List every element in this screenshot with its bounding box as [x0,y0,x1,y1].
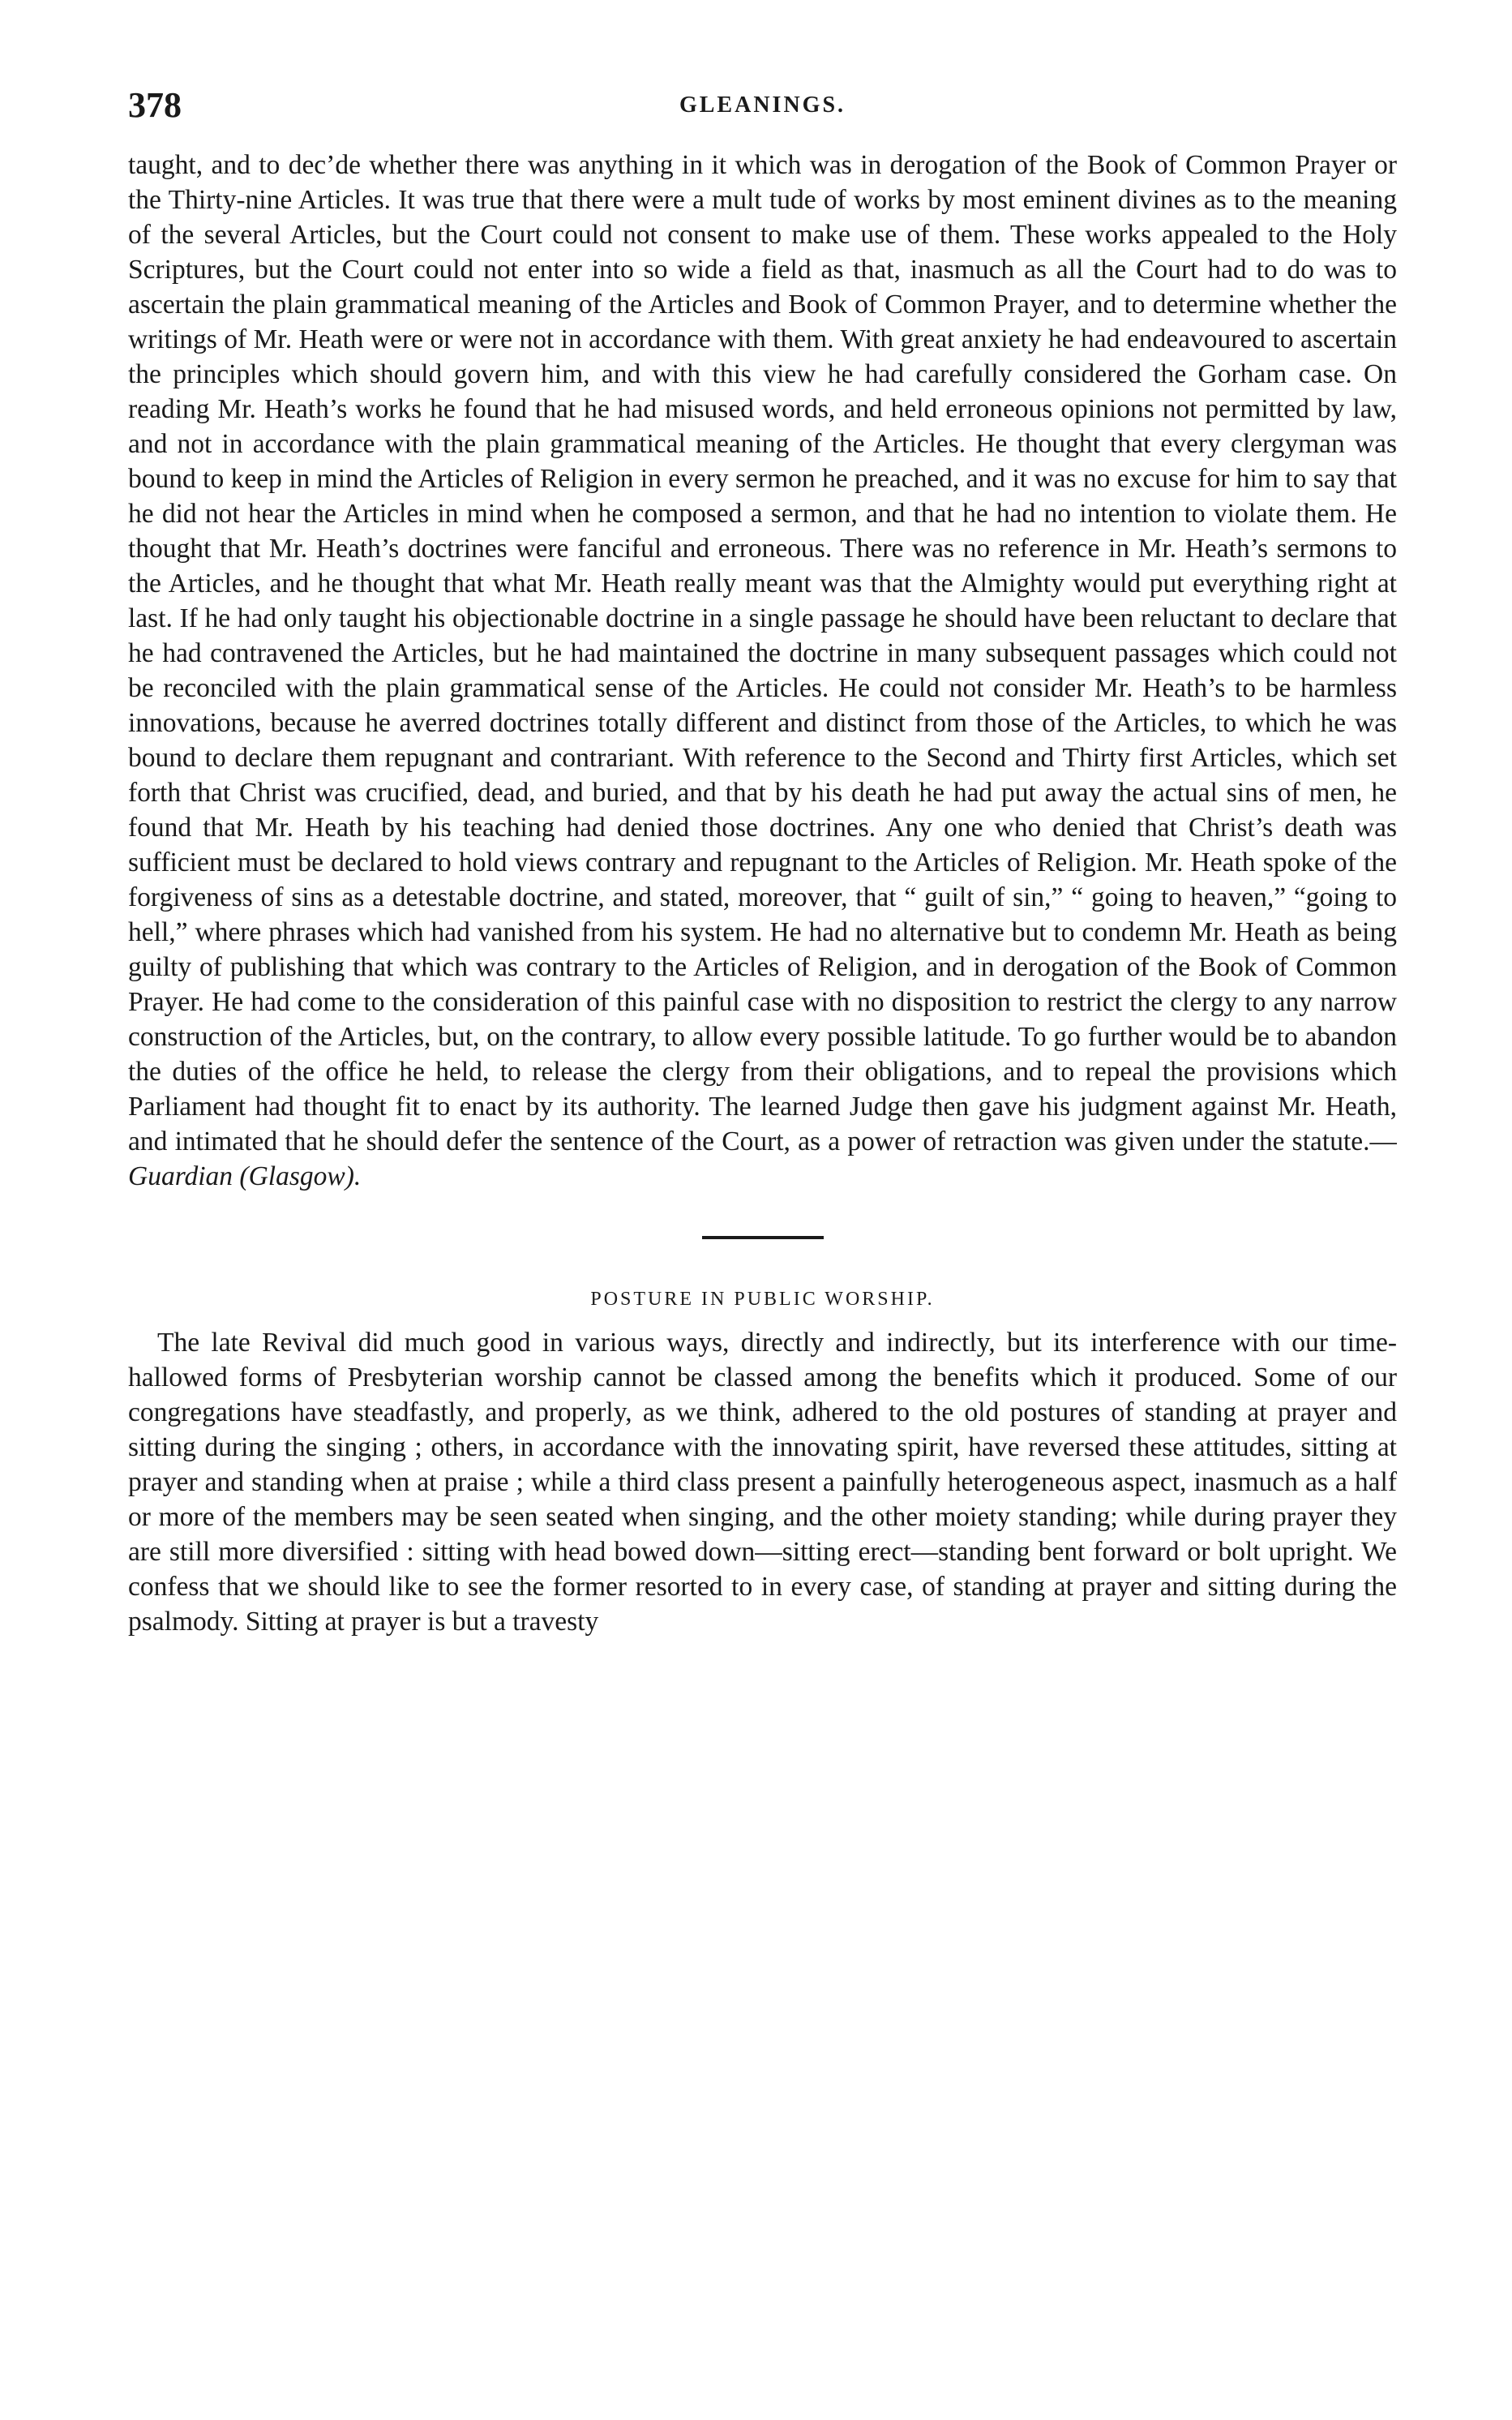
page [128,81,1397,2384]
section-heading: POSTURE IN PUBLIC WORSHIP. [590,1289,935,1310]
source-citation: Guardian (Glasgow). [128,1161,362,1191]
running-title: GLEANINGS. [679,92,846,118]
section-divider [702,1236,824,1239]
page-number: 378 [128,85,182,125]
article-judgment-text [128,148,1397,1194]
running-head [128,81,1397,130]
article-judgment-body: taught, and to dec’de whether there was anything in it which was in derogation of the Book of Common Prayer or the Thirty-nine Articles. It was true that there were a mult tude of works by most eminent divines as to the meaning of the several Articles, but the Court could not consent to make use of them. These works appealed to the Holy Scriptures, but the Court could not enter into so wide a field as that, inasmuch as all the Court had to do was to ascertain the plain grammatical meaning of the Articles and Book of Common Prayer, and to determine whether the writings of Mr. Heath were or were not in accordance with them. With great anxiety he had endeavoured to ascertain the principles which should govern him, and with this view he had carefully considered the Gorham case. On reading Mr. Heath’s works he found that he had misused words, and held erroneous opinions not permitted by law, and not in accordance with the plain grammatical meaning of the Articles. He thought that every clergyman was bound to keep in mind the Articles of Religion in every sermon he preached, and it was no excuse for him to say that he did not hear the Articles in mind when he composed a sermon, and that he had no intention to violate them. He thought that Mr. Heath’s doctrines were fanciful and erroneous. There was no reference in Mr. Heath’s sermons to the Articles, and he thought that what Mr. Heath really meant was that the Almighty would put everything right at last. If he had only taught his objectionable doctrine in a single passage he should have been reluctant to declare that he had contravened the Articles, but he had maintained the doctrine in many subsequent passages which could not be reconciled with the plain grammatical sense of the Articles. He could not consider Mr. Heath’s to be harmless innovations, because he averred doctrines totally different and distinct from those of the Articles, to which he was bound to declare them repugnant and contrariant. With reference to the Second and Thirty first Articles, which set forth that Christ was crucified, dead, and buried, and that by his death he had put away the actual sins of men, he found that Mr. Heath by his teaching had denied those doctrines. Any one who denied that Christ’s death was sufficient must be declared to hold views contrary and repugnant to the Articles of Religion. Mr. Heath spoke of the forgiveness of sins as a detestable doctrine, and stated, moreover, that “ guilt of sin,” “ going to heaven,” “going to hell,” where phrases which had vanished from his system. He had no alternative but to condemn Mr. Heath as being guilty of publishing that which was contrary to the Articles of Religion, and in derogation of the Book of Common Prayer. He had come to the consideration of this painful case with no disposition to restrict the clergy to any narrow construction of the Articles, but, on the contrary, to allow every possible latitude. To go further would be to abandon the duties of the office he held, to release the clergy from their obligations, and to repeal the provisions which Parliament had thought fit to enact by its authority. The learned Judge then gave his judgment against Mr. Heath, and intimated that he should defer the sentence of the Court, as a power of retraction was given under the statute.— [128,150,1397,1156]
article-posture-text: The late Revival did much good in various ways, directly and indirectly, but its interference with our time-hallowed forms of Presbyterian worship cannot be classed among the benefits which it produced. Some of our congregations have steadfastly, and properly, as we think, adhered to the old postures of standing at prayer and sitting during the singing ; others, in accordance with the innovating spirit, have reversed these attitudes, sitting at prayer and standing when at praise ; while a third class present a painfully heterogeneous aspect, inasmuch as a half or more of the members may be seen seated when singing, and the other moiety standing; while during prayer they are still more diversified : sitting with head bowed down—sitting erect—standing bent forward or bolt upright. We confess that we should like to see the former resorted to in every case, of standing at prayer and sitting during the psalmody. Sitting at prayer is but a travesty [128,1328,1397,1637]
